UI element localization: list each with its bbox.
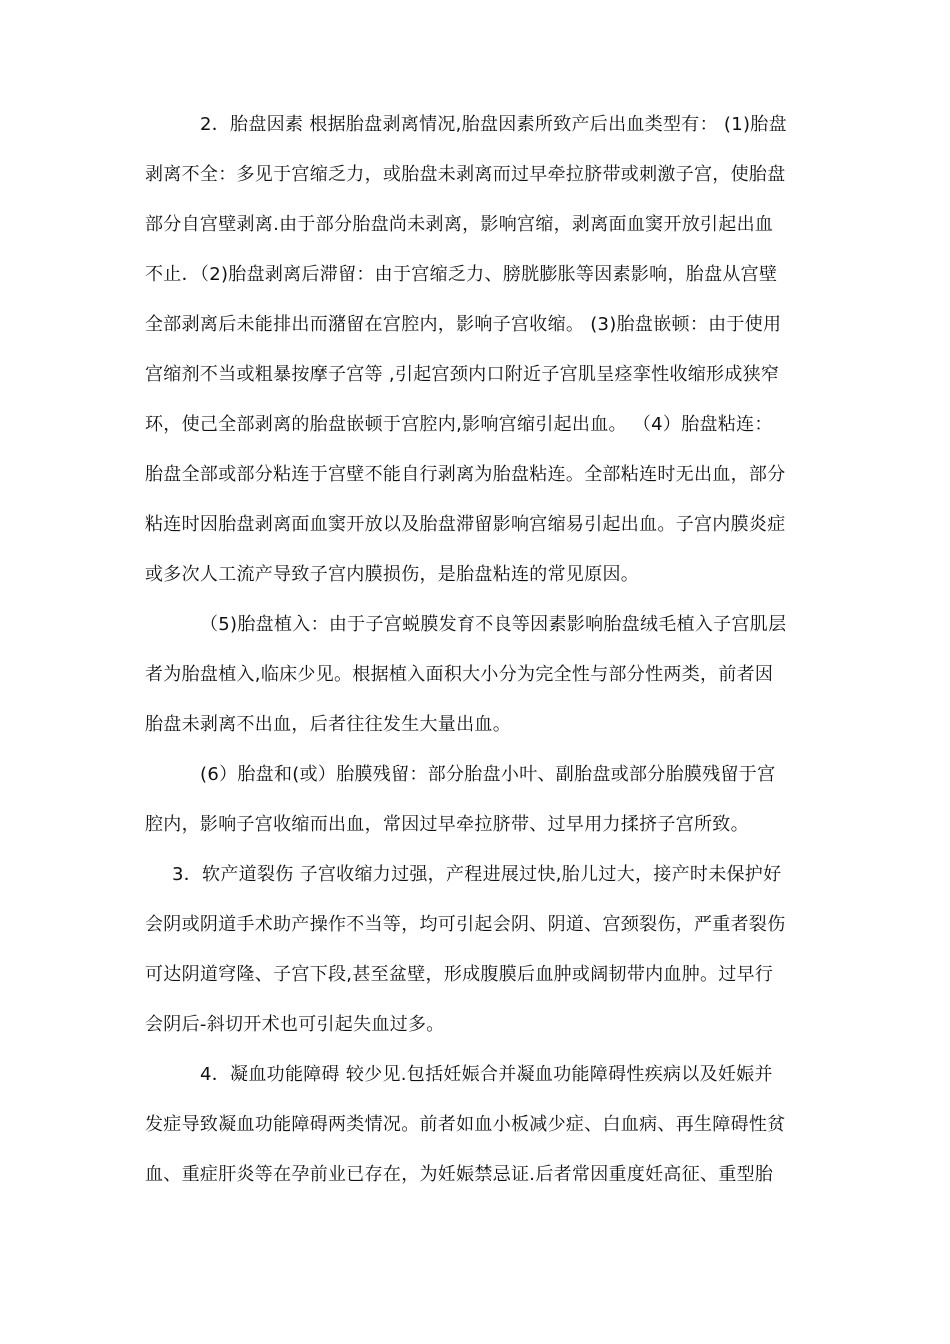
- text-line-11: （5)胎盘植入：由于子宫蜕膜发育不良等因素影响胎盘绒毛植入子宫肌层: [200, 614, 787, 635]
- text-line-4: 不止．（2)胎盘剥离后滞留：由于宫缩乏力、膀胱膨胀等因素影响，胎盘从宫壁: [145, 264, 778, 285]
- text-line-17: 会阴或阴道手术助产操作不当等，均可引起会阴、阴道、宫颈裂伤，严重者裂伤: [145, 914, 786, 935]
- text-line-13: 胎盘未剥离不出血，后者往往发生大量出血。: [145, 714, 511, 735]
- text-line-18: 可达阴道穹隆、子宫下段,甚至盆壁，形成腹膜后血肿或阔韧带内血肿。过早行: [145, 964, 774, 985]
- text-line-6: 宫缩剂不当或粗暴按摩子宫等 ,引起宫颈内口附近子宫肌呈痉挛性收缩形成狭窄: [145, 364, 780, 385]
- text-line-21: 发症导致凝血功能障碍两类情况。前者如血小板减少症、白血病、再生障碍性贫: [145, 1114, 786, 1135]
- text-line-16: 3．软产道裂伤 子宫收缩力过强，产程进展过快,胎儿过大，接产时未保护好: [172, 864, 782, 885]
- text-line-20: 4．凝血功能障碍 较少见.包括妊娠合并凝血功能障碍性疾病以及妊娠并: [200, 1064, 773, 1085]
- text-line-9: 粘连时因胎盘剥离面血窦开放以及胎盘滞留影响宫缩易引起出血。子宫内膜炎症: [145, 514, 786, 535]
- text-line-22: 血、重症肝炎等在孕前业已存在，为妊娠禁忌证.后者常因重度妊高征、重型胎: [145, 1164, 774, 1185]
- text-line-14: (6）胎盘和(或）胎膜残留：部分胎盘小叶、副胎盘或部分胎膜残留于宫: [200, 764, 776, 785]
- text-line-2: 剥离不全：多见于宫缩乏力，或胎盘未剥离而过早牵拉脐带或刺激子宫，使胎盘: [145, 164, 786, 185]
- text-line-10: 或多次人工流产导致子宫内膜损伤，是胎盘粘连的常见原因。: [145, 564, 640, 585]
- text-line-7: 环，使己全部剥离的胎盘嵌顿于宫腔内,影响宫缩引起出血。 （4）胎盘粘连：: [145, 414, 773, 435]
- text-line-15: 腔内，影响子宫收缩而出血，常因过早牵拉脐带、过早用力揉挤子宫所致。: [145, 814, 749, 835]
- text-line-3: 部分自宫壁剥离.由于部分胎盘尚未剥离，影响宫缩，剥离面血窦开放引起出血: [145, 214, 774, 235]
- text-line-12: 者为胎盘植入,临床少见。根据植入面积大小分为完全性与部分性两类，前者因: [145, 664, 774, 685]
- text-line-19: 会阴后-斜切开术也可引起失血过多。: [145, 1014, 445, 1035]
- text-line-1: 2．胎盘因素 根据胎盘剥离情况,胎盘因素所致产后出血类型有： (1)胎盘: [200, 114, 787, 135]
- text-line-8: 胎盘全部或部分粘连于宫壁不能自行剥离为胎盘粘连。全部粘连时无出血，部分: [145, 464, 786, 485]
- text-line-5: 全部剥离后未能排出而潴留在宫腔内，影响子宫收缩。 (3)胎盘嵌顿：由于使用: [145, 314, 782, 335]
